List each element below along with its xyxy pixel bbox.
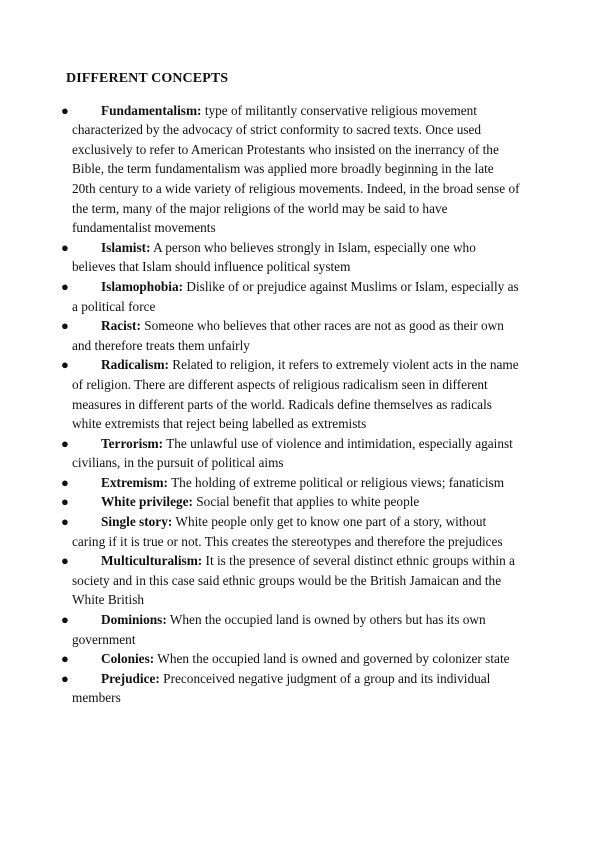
concepts-list — [61, 101, 520, 708]
bullet-icon: ● — [61, 494, 69, 510]
term-definition: When the occupied land is owned and governed by colonizer state — [157, 651, 510, 667]
bullet-icon: ● — [61, 670, 69, 686]
list-item — [61, 277, 520, 316]
bullet-icon: ● — [61, 553, 69, 569]
bullet-icon: ● — [61, 318, 69, 334]
term-definition: Someone who believes that other races are not as good as their own and therefore treats them unfairly — [72, 318, 504, 353]
list-item — [61, 512, 520, 551]
list-item — [61, 238, 520, 277]
list-item — [61, 669, 520, 708]
term-definition: Dislike of or prejudice against Muslims or Islam, especially as a political force — [72, 278, 519, 314]
term-definition: A person who believes strongly in Islam, especially one who believes that Islam should influence political system — [72, 239, 476, 275]
term-name: Fundamentalism: — [101, 102, 202, 118]
document-title: DIFFERENT CONCEPTS — [66, 71, 229, 86]
term-name: White privilege: — [101, 494, 193, 510]
list-item — [61, 473, 520, 493]
list-item — [61, 551, 520, 610]
bullet-icon: ● — [61, 651, 69, 667]
bullet-icon: ● — [61, 612, 69, 628]
term-definition: type of militantly conservative religious movement characterized by the advocacy of strict conformity to sacred texts. Once used exclusively to refer to American Protestants who insisted on the inerrancy of the Bible, the term fundamentalism was applied more broadly beginning in the late 20th century to a wide variety of religious movements. Indeed, in the broad sense of the term, many of the major religions of the world may be said to have fundamentalist movements — [72, 102, 520, 236]
term-name: Islamist: — [101, 239, 151, 255]
list-item — [61, 610, 520, 649]
term-name: Islamophobia: — [101, 278, 184, 294]
term-name: Racist: — [101, 318, 141, 334]
term-definition: The unlawful use of violence and intimidation, especially against civilians, in the pursuit of political aims — [72, 435, 513, 471]
term-name: Single story: — [101, 514, 173, 530]
term-name: Extremism: — [101, 474, 168, 490]
list-item — [61, 649, 520, 669]
bullet-icon: ● — [61, 474, 69, 490]
term-name: Colonies: — [101, 651, 155, 667]
term-name: Radicalism: — [101, 357, 169, 373]
list-item — [61, 492, 520, 512]
term-definition: When the occupied land is owned by others but has its own government — [72, 612, 486, 647]
list-item — [61, 316, 520, 355]
term-definition: The holding of extreme political or religious views; fanaticism — [171, 474, 505, 490]
term-name: Multiculturalism: — [101, 553, 203, 569]
bullet-icon: ● — [61, 102, 69, 118]
term-definition: Social benefit that applies to white people — [196, 494, 420, 510]
term-name: Prejudice: — [101, 670, 160, 686]
list-item — [61, 434, 520, 473]
term-name: Dominions: — [101, 612, 167, 628]
bullet-icon: ● — [61, 514, 69, 530]
term-definition: White people only get to know one part of a story, without caring if it is true or not. This creates the stereotypes and therefore the prejudices — [72, 514, 503, 549]
bullet-icon: ● — [61, 357, 69, 373]
term-definition: Preconceived negative judgment of a group and its individual members — [72, 670, 491, 706]
list-item — [61, 355, 520, 433]
bullet-icon: ● — [61, 278, 69, 294]
term-definition: Related to religion, it refers to extremely violent acts in the name of religion. There are different aspects of religious radicalism seen in different measures in different parts of the world. Radicals define themselves as radicals white extremists that reject being labelled as extremists — [72, 357, 519, 432]
bullet-icon: ● — [61, 239, 69, 255]
term-definition: It is the presence of several distinct ethnic groups within a society and in this case said ethnic groups would be the British Jamaican and the White British — [72, 553, 515, 608]
list-item — [61, 101, 520, 238]
term-name: Terrorism: — [101, 435, 164, 451]
bullet-icon: ● — [61, 435, 69, 451]
